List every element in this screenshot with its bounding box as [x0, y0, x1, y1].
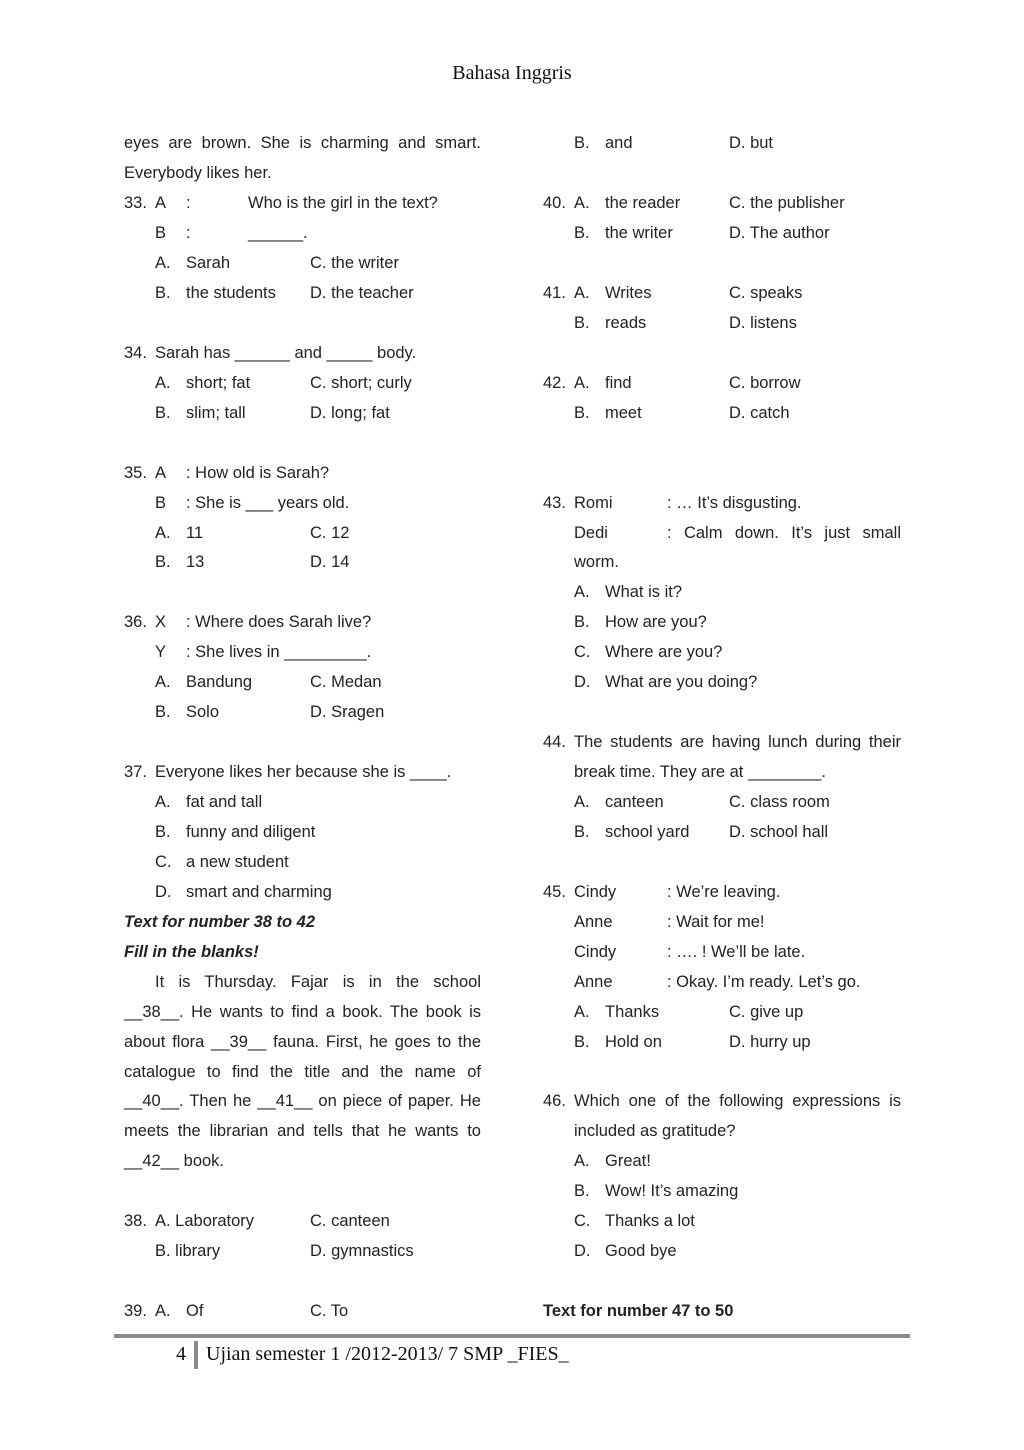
q37-option-d-letter: D. [155, 883, 172, 901]
q38-option-c: C. canteen [310, 1212, 390, 1230]
q36-option-b-letter: B. [155, 703, 171, 721]
q33-colon-a: : [186, 194, 191, 212]
q34-option-b: slim; tall [186, 404, 246, 422]
q33-option-b: the students [186, 284, 276, 302]
q43-option-d: What are you doing? [605, 673, 758, 691]
footer-text: Ujian semester 1 /2012-2013/ 7 SMP _FIES_ [206, 1343, 569, 1365]
q40-option-a-letter: A. [574, 194, 590, 212]
q37-stem: Everyone likes her because she is ____. [155, 763, 452, 781]
q46-stem-1: Which one of the following expressions is [574, 1092, 901, 1110]
q44-option-a: canteen [605, 793, 664, 811]
q44-number: 44. [543, 733, 566, 751]
q35-line-a: : How old is Sarah? [186, 464, 330, 482]
q44-stem-2: break time. They are at ________. [574, 763, 826, 781]
q38-number: 38. [124, 1212, 147, 1230]
q44-option-c: C. class room [729, 793, 830, 811]
q39-option-d: D. but [729, 134, 774, 152]
page-number: 4 [176, 1343, 186, 1365]
q45-speaker-1: Cindy [574, 883, 617, 901]
passage-line-2: __38__. He wants to find a book. The book is [124, 1003, 481, 1021]
q45-option-c: C. give up [729, 1003, 804, 1021]
q33-colon-b: : [186, 224, 191, 242]
q41-option-b-letter: B. [574, 314, 590, 332]
q46-option-b-letter: B. [574, 1182, 590, 1200]
q35-option-b: 13 [186, 553, 205, 571]
q45-speaker-2: Anne [574, 913, 613, 931]
q41-option-a: Writes [605, 284, 652, 302]
q46-number: 46. [543, 1092, 566, 1110]
q35-option-a: 11 [186, 524, 204, 542]
q44-option-b-letter: B. [574, 823, 590, 841]
q45-option-a: Thanks [605, 1003, 660, 1021]
q43-option-b: How are you? [605, 613, 707, 631]
q41-option-a-letter: A. [574, 284, 590, 302]
passage-line-7: __42__ book. [124, 1152, 225, 1170]
q38-option-d: D. gymnastics [310, 1242, 414, 1260]
q44-stem-1: The students are having lunch during their [574, 733, 901, 751]
q36-speaker-x: X [155, 613, 167, 631]
q34-stem: Sarah has ______ and _____ body. [155, 344, 417, 362]
q45-line-4: : Okay. I’m ready. Let’s go. [667, 973, 861, 991]
intro-line-1: eyes are brown. She is charming and smart. [124, 134, 481, 152]
q33-speaker-b: B [155, 224, 167, 242]
section-heading-38-42: Text for number 38 to 42 [124, 913, 316, 931]
passage-line-3: about flora __39__ fauna. First, he goes to the [124, 1033, 481, 1051]
q43-option-c: Where are you? [605, 643, 723, 661]
q35-option-a-letter: A. [155, 524, 171, 542]
q34-number: 34. [124, 344, 147, 362]
q35-option-d: D. 14 [310, 553, 350, 571]
q40-option-b-letter: B. [574, 224, 590, 242]
q33-option-a: Sarah [186, 254, 231, 272]
q43-number: 43. [543, 494, 566, 512]
q46-option-a-letter: A. [574, 1152, 590, 1170]
q36-option-b: Solo [186, 703, 220, 721]
q45-speaker-3: Cindy [574, 943, 617, 961]
q45-line-3: : …. ! We’ll be late. [667, 943, 806, 961]
q35-speaker-a: A [155, 464, 167, 482]
q34-option-c: C. short; curly [310, 374, 412, 392]
q36-option-d: D. Sragen [310, 703, 385, 721]
q45-option-d: D. hurry up [729, 1033, 811, 1051]
q35-speaker-b: B [155, 494, 167, 512]
q37-option-b: funny and diligent [186, 823, 316, 841]
q42-option-b: meet [605, 404, 642, 422]
q37-option-c-letter: C. [155, 853, 172, 871]
q33-option-d: D. the teacher [310, 284, 414, 302]
intro-line-2: Everybody likes her. [124, 164, 272, 182]
q37-option-d: smart and charming [186, 883, 332, 901]
q42-option-a-letter: A. [574, 374, 590, 392]
q40-option-c: C. the publisher [729, 194, 845, 212]
q46-stem-2: included as gratitude? [574, 1122, 736, 1140]
q34-option-b-letter: B. [155, 404, 171, 422]
q45-line-2: : Wait for me! [667, 913, 765, 931]
q36-line-y: : She lives in _________. [186, 643, 372, 661]
q46-option-d: Good bye [605, 1242, 677, 1260]
q43-option-a-letter: A. [574, 583, 590, 601]
q37-number: 37. [124, 763, 147, 781]
q35-number: 35. [124, 464, 147, 482]
q36-number: 36. [124, 613, 147, 631]
q38-option-a: A. Laboratory [155, 1212, 255, 1230]
q37-option-b-letter: B. [155, 823, 171, 841]
q44-option-b: school yard [605, 823, 690, 841]
q45-option-b-letter: B. [574, 1033, 590, 1051]
q44-option-a-letter: A. [574, 793, 590, 811]
q42-option-b-letter: B. [574, 404, 590, 422]
q37-option-a-letter: A. [155, 793, 171, 811]
q43-line-2: : Calm down. It’s just small [667, 524, 901, 542]
q43-option-b-letter: B. [574, 613, 590, 631]
q42-number: 42. [543, 374, 566, 392]
q34-option-d: D. long; fat [310, 404, 390, 422]
q36-option-a-letter: A. [155, 673, 171, 691]
q34-option-a: short; fat [186, 374, 251, 392]
q45-number: 45. [543, 883, 566, 901]
q43-line-2-cont: worm. [574, 553, 619, 571]
page-header: Bahasa Inggris [452, 62, 572, 84]
q43-option-d-letter: D. [574, 673, 591, 691]
q39-option-a-letter: A. [155, 1302, 171, 1320]
q46-option-a: Great! [605, 1152, 651, 1170]
q36-option-a: Bandung [186, 673, 253, 691]
q33-line-a: Who is the girl in the text? [248, 194, 438, 212]
q41-option-d: D. listens [729, 314, 797, 332]
q43-speaker-2: Dedi [574, 524, 608, 542]
passage-line-1: It is Thursday. Fajar is in the school [155, 973, 481, 991]
q41-option-b: reads [605, 314, 647, 332]
q46-option-b: Wow! It’s amazing [605, 1182, 739, 1200]
q37-option-c: a new student [186, 853, 289, 871]
q33-option-b-letter: B. [155, 284, 171, 302]
q39-number: 39. [124, 1302, 147, 1320]
q43-option-a: What is it? [605, 583, 683, 601]
q33-line-b: ______. [248, 224, 308, 242]
q40-number: 40. [543, 194, 566, 212]
q33-speaker-a: A [155, 194, 167, 212]
q42-option-d: D. catch [729, 404, 790, 422]
q35-line-b: : She is ___ years old. [186, 494, 350, 512]
q39-option-b: and [605, 134, 633, 152]
q36-option-c: C. Medan [310, 673, 382, 691]
q37-option-a: fat and tall [186, 793, 263, 811]
q46-option-c-letter: C. [574, 1212, 591, 1230]
footer-rule [114, 1334, 910, 1338]
q46-option-c: Thanks a lot [605, 1212, 695, 1230]
section-instruction: Fill in the blanks! [124, 943, 259, 961]
q38-option-b: B. library [155, 1242, 221, 1260]
q44-option-d: D. school hall [729, 823, 829, 841]
q33-option-c: C. the writer [310, 254, 399, 272]
q33-number: 33. [124, 194, 147, 212]
q35-option-b-letter: B. [155, 553, 171, 571]
q39-option-c: C. To [310, 1302, 349, 1320]
q45-line-1: : We’re leaving. [667, 883, 781, 901]
q43-speaker-1: Romi [574, 494, 613, 512]
q35-option-c: C. 12 [310, 524, 350, 542]
q40-option-a: the reader [605, 194, 681, 212]
q45-option-b: Hold on [605, 1033, 662, 1051]
q40-option-b: the writer [605, 224, 673, 242]
passage-line-6: meets the librarian and tells that he wants to [124, 1122, 481, 1140]
section-heading-47-50: Text for number 47 to 50 [543, 1302, 734, 1320]
q36-speaker-y: Y [155, 643, 167, 661]
q43-option-c-letter: C. [574, 643, 591, 661]
q42-option-c: C. borrow [729, 374, 801, 392]
q34-option-a-letter: A. [155, 374, 171, 392]
q45-option-a-letter: A. [574, 1003, 590, 1021]
q40-option-d: D. The author [729, 224, 830, 242]
q36-line-x: : Where does Sarah live? [186, 613, 372, 631]
passage-line-5: __40__. Then he __41__ on piece of paper. He [124, 1092, 481, 1110]
q39-option-b-letter: B. [574, 134, 590, 152]
q42-option-a: find [605, 374, 632, 392]
q39-option-a: Of [186, 1302, 204, 1320]
q41-option-c: C. speaks [729, 284, 803, 302]
q46-option-d-letter: D. [574, 1242, 591, 1260]
footer-divider [194, 1341, 198, 1369]
q41-number: 41. [543, 284, 566, 302]
q43-line-1: : … It’s disgusting. [667, 494, 802, 512]
passage-line-4: catalogue to find the title and the name of [124, 1063, 481, 1081]
q33-option-a-letter: A. [155, 254, 171, 272]
q45-speaker-4: Anne [574, 973, 613, 991]
